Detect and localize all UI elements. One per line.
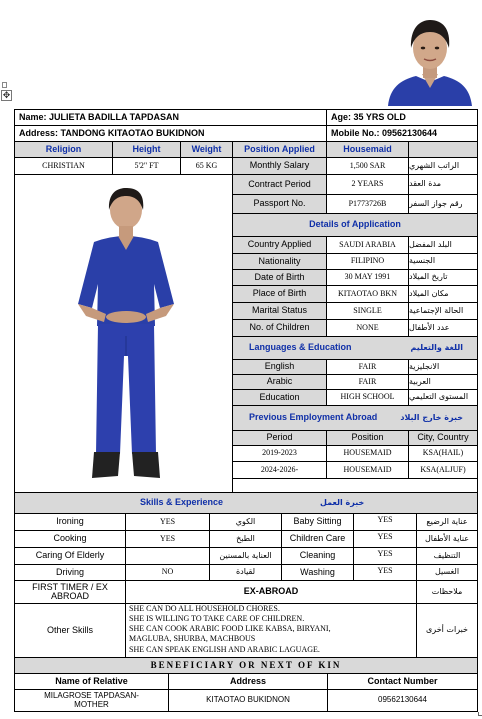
country-applied-value: SAUDI ARABIA	[326, 236, 409, 254]
employment-title-ar: خبرة خارج البلاد	[400, 412, 463, 422]
skill-babysitting-label: Baby Sitting	[281, 513, 354, 531]
other-skills-label: Other Skills	[14, 603, 126, 658]
nationality-value: FILIPINO	[326, 253, 409, 270]
beneficiary-contact: 09562130644	[327, 689, 478, 712]
employment-title: Previous Employment Abroad	[249, 412, 378, 423]
skill-ironing-label: Ironing	[14, 513, 126, 531]
skill-cleaning-label-ar: التنظيف	[416, 547, 478, 565]
beneficiary-col-contact: Contact Number	[327, 673, 478, 690]
position-applied-label: Position Applied	[232, 141, 327, 158]
dob-value: 30 MAY 1991	[326, 269, 409, 286]
skills-title: Skills & Experience	[140, 497, 224, 508]
employment-row-2-city: KSA(ALJUF)	[408, 461, 478, 479]
employment-row-2-period: 2024-2026-	[232, 461, 327, 479]
pob-label: Place of Birth	[232, 285, 327, 303]
position-applied-blank	[408, 141, 478, 158]
employment-col-position: Position	[326, 430, 409, 446]
skills-title-ar: خبرة العمل	[320, 497, 365, 507]
skill-babysitting-label-ar: عناية الرضيع	[416, 513, 478, 531]
passport-value: P1773726B	[326, 194, 409, 214]
skills-header	[14, 492, 478, 514]
employment-row-1-position: HOUSEMAID	[326, 445, 409, 462]
height-value: 5'2" FT	[112, 157, 181, 175]
employment-header	[232, 405, 478, 431]
skill-elderly-label: Caring Of Elderly	[14, 547, 126, 565]
salary-label: Monthly Salary	[232, 157, 327, 175]
details-header: Details of Application	[232, 213, 478, 237]
country-applied-label-ar: البلد المفضل	[408, 236, 478, 254]
nationality-label: Nationality	[232, 253, 327, 270]
employment-blank-row	[232, 478, 478, 493]
skill-cooking-label: Cooking	[14, 530, 126, 548]
employment-row-2-position: HOUSEMAID	[326, 461, 409, 479]
education-label: Education	[232, 389, 327, 406]
table-move-handle-icon[interactable]: ✥	[2, 90, 11, 100]
religion-value: CHRISTIAN	[14, 157, 113, 175]
marital-label: Marital Status	[232, 302, 327, 320]
passport-label: Passport No.	[232, 194, 327, 214]
children-value: NONE	[326, 319, 409, 337]
full-body-photo	[56, 186, 196, 486]
first-timer-value: EX-ABROAD	[125, 580, 417, 604]
height-header: Height	[112, 141, 181, 158]
contract-value: 2 YEARS	[326, 174, 409, 195]
skill-washing-value: YES	[353, 564, 417, 581]
weight-header: Weight	[180, 141, 233, 158]
english-value: FAIR	[326, 359, 409, 375]
nationality-label-ar: الجنسية	[408, 253, 478, 270]
beneficiary-name: MILAGROSE TAPDASAN-MOTHER	[14, 689, 169, 712]
english-label: English	[232, 359, 327, 375]
beneficiary-col-address: Address	[168, 673, 328, 690]
position-applied-value: Housemaid	[326, 141, 409, 158]
applicant-age: Age: 35 YRS OLD	[326, 109, 478, 126]
skill-childcare-label-ar: عناية الأطفال	[416, 530, 478, 548]
skill-driving-value: NO	[125, 564, 210, 581]
dob-label: Date of Birth	[232, 269, 327, 286]
skill-childcare-label: Children Care	[281, 530, 354, 548]
other-skills-line-5: SHE CAN SPEAK ENGLISH AND ARABIC LAGUAGE.	[129, 645, 320, 654]
other-skills-label-ar: خبرات أخرى	[416, 603, 478, 658]
contract-label-ar: مدة العقد	[408, 174, 478, 195]
marital-label-ar: الحالة الإجتماعية	[408, 302, 478, 320]
religion-header: Religion	[14, 141, 113, 158]
skill-elderly-label-ar: العناية بالمسنين	[209, 547, 282, 565]
applicant-mobile: Mobile No.: 09562130644	[326, 125, 478, 142]
education-label-ar: المستوى التعليمي	[408, 389, 478, 406]
salary-label-ar: الراتب الشهري	[408, 157, 478, 175]
employment-col-period: Period	[232, 430, 327, 446]
skill-washing-label: Washing	[281, 564, 354, 581]
skill-ironing-label-ar: الكوي	[209, 513, 282, 531]
pob-label-ar: مكان الميلاد	[408, 285, 478, 303]
country-applied-label: Country Applied	[232, 236, 327, 254]
other-skills-line-4: MAGLUBA, SHURBA, MACHBOUS	[129, 634, 256, 643]
passport-label-ar: رقم جواز السفر	[408, 194, 478, 214]
other-skills-line-3: SHE CAN COOK ARABIC FOOD LIKE KABSA, BIRYANI,	[129, 624, 331, 633]
children-label-ar: عدد الأطفال	[408, 319, 478, 337]
skill-elderly-value	[125, 547, 210, 565]
applicant-address: Address: TANDONG KITAOTAO BUKIDNON	[14, 125, 327, 142]
applicant-name: Name: JULIETA BADILLA TAPDASAN	[14, 109, 327, 126]
weight-value: 65 KG	[180, 157, 233, 175]
skill-childcare-value: YES	[353, 530, 417, 548]
arabic-label: Arabic	[232, 374, 327, 390]
pob-value: KITAOTAO BKN	[326, 285, 409, 303]
arabic-value: FAIR	[326, 374, 409, 390]
employment-row-1-period: 2019-2023	[232, 445, 327, 462]
marital-value: SINGLE	[326, 302, 409, 320]
beneficiary-address: KITAOTAO BUKIDNON	[168, 689, 328, 712]
employment-col-city: City, Country	[408, 430, 478, 446]
skill-washing-label-ar: الغسيل	[416, 564, 478, 581]
skill-driving-label-ar: لقيادة	[209, 564, 282, 581]
beneficiary-header: BENEFICIARY OR NEXT OF KIN	[14, 657, 478, 674]
skill-cleaning-label: Cleaning	[281, 547, 354, 565]
skill-babysitting-value: YES	[353, 513, 417, 531]
other-skills-line-2: SHE IS WILLING TO TAKE CARE OF CHILDREN.	[129, 614, 305, 623]
portrait-photo	[382, 8, 478, 106]
employment-row-1-city: KSA(HAIL)	[408, 445, 478, 462]
page-corner-mark	[2, 82, 7, 88]
languages-header	[232, 336, 478, 360]
arabic-label-ar: العربية	[408, 374, 478, 390]
contract-label: Contract Period	[232, 174, 327, 195]
first-timer-label: FIRST TIMER / EX ABROAD	[14, 580, 126, 604]
education-value: HIGH SCHOOL	[326, 389, 409, 406]
salary-value: 1,500 SAR	[326, 157, 409, 175]
skill-cleaning-value: YES	[353, 547, 417, 565]
skill-cooking-value: YES	[125, 530, 210, 548]
page-end-mark	[478, 712, 482, 716]
languages-title-ar: اللغة والتعليم	[410, 342, 463, 352]
english-label-ar: الانجليزية	[408, 359, 478, 375]
first-timer-label-ar: ملاحظات	[416, 580, 478, 604]
skill-driving-label: Driving	[14, 564, 126, 581]
dob-label-ar: تاريخ الميلاد	[408, 269, 478, 286]
beneficiary-col-name: Name of Relative	[14, 673, 169, 690]
skill-ironing-value: YES	[125, 513, 210, 531]
other-skills-line-1: SHE CAN DO ALL HOUSEHOLD CHORES.	[129, 604, 280, 613]
skill-cooking-label-ar: الطبخ	[209, 530, 282, 548]
languages-title: Languages & Education	[249, 342, 352, 353]
children-label: No. of Children	[232, 319, 327, 337]
